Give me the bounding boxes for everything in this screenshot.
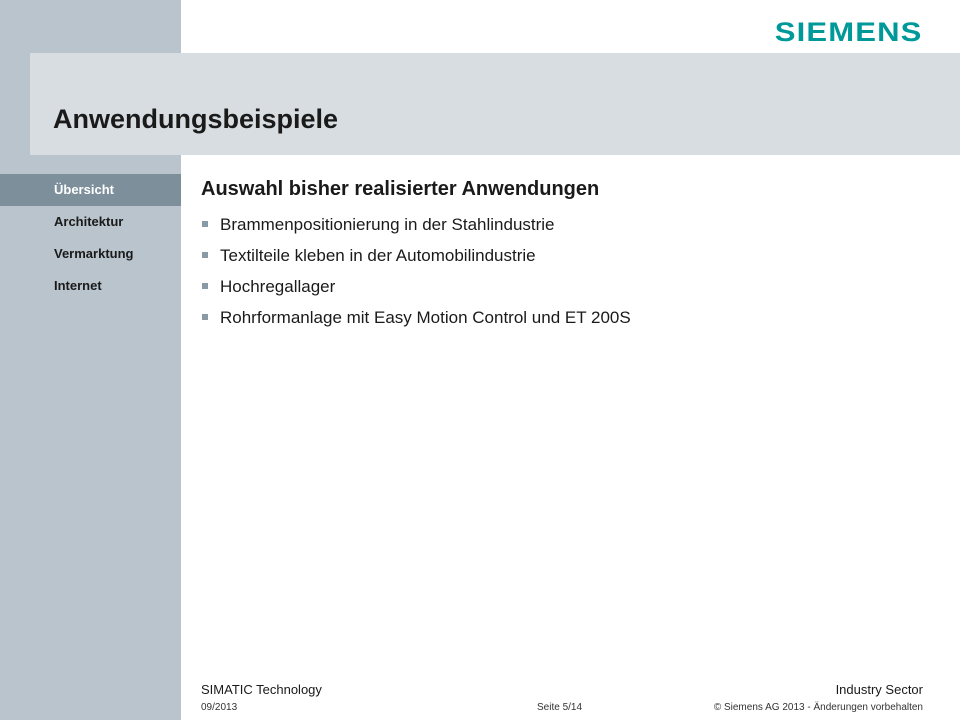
- square-bullet-icon: [202, 283, 208, 289]
- list-item-text: Hochregallager: [220, 277, 336, 296]
- footer-sector-label: Industry Sector: [835, 682, 923, 697]
- list-item-text: Textilteile kleben in der Automobilindustrie: [220, 246, 536, 265]
- square-bullet-icon: [202, 314, 208, 320]
- bullet-list: [201, 209, 921, 333]
- nav-item-internet[interactable]: Internet: [54, 278, 102, 293]
- section-nav: [0, 174, 181, 302]
- list-item-text: Brammenpositionierung in der Stahlindustrie: [220, 215, 555, 234]
- list-item: [201, 240, 921, 271]
- nav-item-uebersicht[interactable]: Übersicht: [0, 174, 181, 206]
- square-bullet-icon: [202, 221, 208, 227]
- list-item: [201, 271, 921, 302]
- footer-product-label: SIMATIC Technology: [201, 682, 322, 697]
- footer-copyright: © Siemens AG 2013 - Änderungen vorbehalten: [713, 702, 923, 713]
- nav-item-vermarktung[interactable]: Vermarktung: [54, 246, 134, 261]
- footer-page-number: Seite 5/14: [537, 702, 583, 713]
- list-item: [201, 209, 921, 240]
- content-heading: Auswahl bisher realisierter Anwendungen: [201, 178, 600, 200]
- footer-date: 09/2013: [201, 702, 238, 713]
- siemens-logo: SIEMENS: [775, 17, 923, 47]
- list-item: [201, 302, 921, 333]
- main-content: [201, 175, 921, 333]
- list-item-text: Rohrformanlage mit Easy Motion Control und ET 200S: [220, 308, 631, 327]
- nav-item-architektur[interactable]: Architektur: [54, 214, 124, 229]
- page-title: Anwendungsbeispiele: [53, 104, 339, 134]
- square-bullet-icon: [202, 252, 208, 258]
